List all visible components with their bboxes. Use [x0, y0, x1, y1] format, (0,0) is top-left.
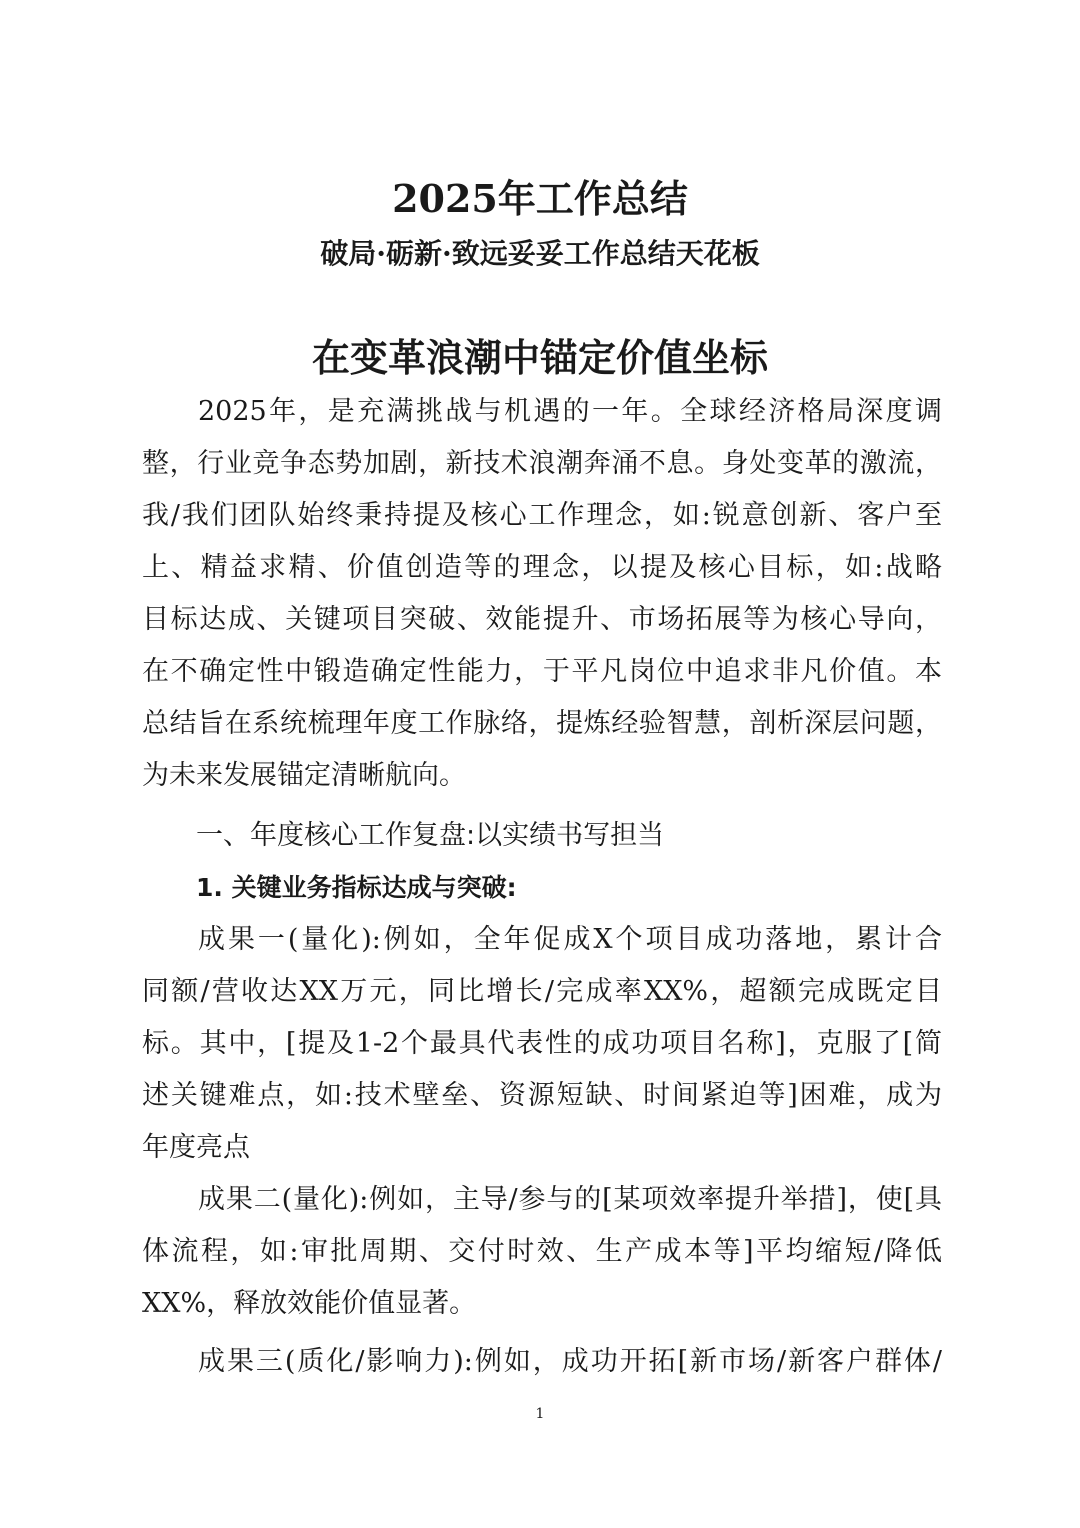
paragraph-line: 体流程，如:审批周期、交付时效、生产成本等]平均缩短/降低 — [142, 1236, 942, 1267]
result-three-paragraph — [142, 1336, 942, 1388]
paragraph-line: 成果二(量化):例如，主导/参与的[某项效率提升举措]，使[具 — [198, 1184, 942, 1215]
document-title: 2025年工作总结 — [392, 176, 688, 221]
page-number: 1 — [535, 1406, 545, 1422]
subsection-heading: 1. 关键业务指标达成与突破: — [196, 873, 517, 902]
paragraph-line: 同额/营收达XX万元，同比增长/完成率XX%，超额完成既定目 — [142, 976, 942, 1007]
paragraph-line: 目标达成、关键项目突破、效能提升、市场拓展等为核心导向， — [142, 604, 942, 635]
document-subtitle: 破局·砺新·致远妥妥工作总结天花板 — [320, 237, 760, 270]
result-one-paragraph — [142, 914, 942, 1174]
paragraph-line: 在不确定性中锻造确定性能力，于平凡岗位中追求非凡价值。本 — [142, 656, 942, 687]
section-title: 在变革浪潮中锚定价值坐标 — [311, 335, 768, 380]
chapter-heading: 一、年度核心工作复盘:以实绩书写担当 — [196, 820, 665, 851]
paragraph-line: 成果三(质化/影响力):例如，成功开拓[新市场/新客户群体/ — [198, 1346, 942, 1377]
paragraph-line: XX%，释放效能价值显著。 — [142, 1288, 477, 1319]
paragraph-line: 为未来发展锚定清晰航向。 — [142, 760, 466, 791]
paragraph-line: 标。其中，[提及1-2个最具代表性的成功项目名称]，克服了[简 — [142, 1028, 942, 1059]
paragraph-line: 年度亮点 — [142, 1132, 250, 1163]
intro-paragraph — [142, 386, 942, 802]
paragraph-line: 整，行业竞争态势加剧，新技术浪潮奔涌不息。身处变革的激流， — [142, 448, 942, 479]
paragraph-line: 述关键难点，如:技术壁垒、资源短缺、时间紧迫等]困难，成为 — [142, 1080, 942, 1111]
paragraph-line: 总结旨在系统梳理年度工作脉络，提炼经验智慧，剖析深层问题， — [142, 708, 942, 739]
paragraph-line: 2025年，是充满挑战与机遇的一年。全球经济格局深度调 — [198, 396, 942, 427]
paragraph-line: 我/我们团队始终秉持提及核心工作理念，如:锐意创新、客户至 — [142, 500, 942, 531]
paragraph-line: 上、精益求精、价值创造等的理念，以提及核心目标，如:战略 — [142, 552, 942, 583]
result-two-paragraph — [142, 1174, 942, 1330]
paragraph-line: 成果一(量化):例如，全年促成X个项目成功落地，累计合 — [198, 924, 942, 955]
